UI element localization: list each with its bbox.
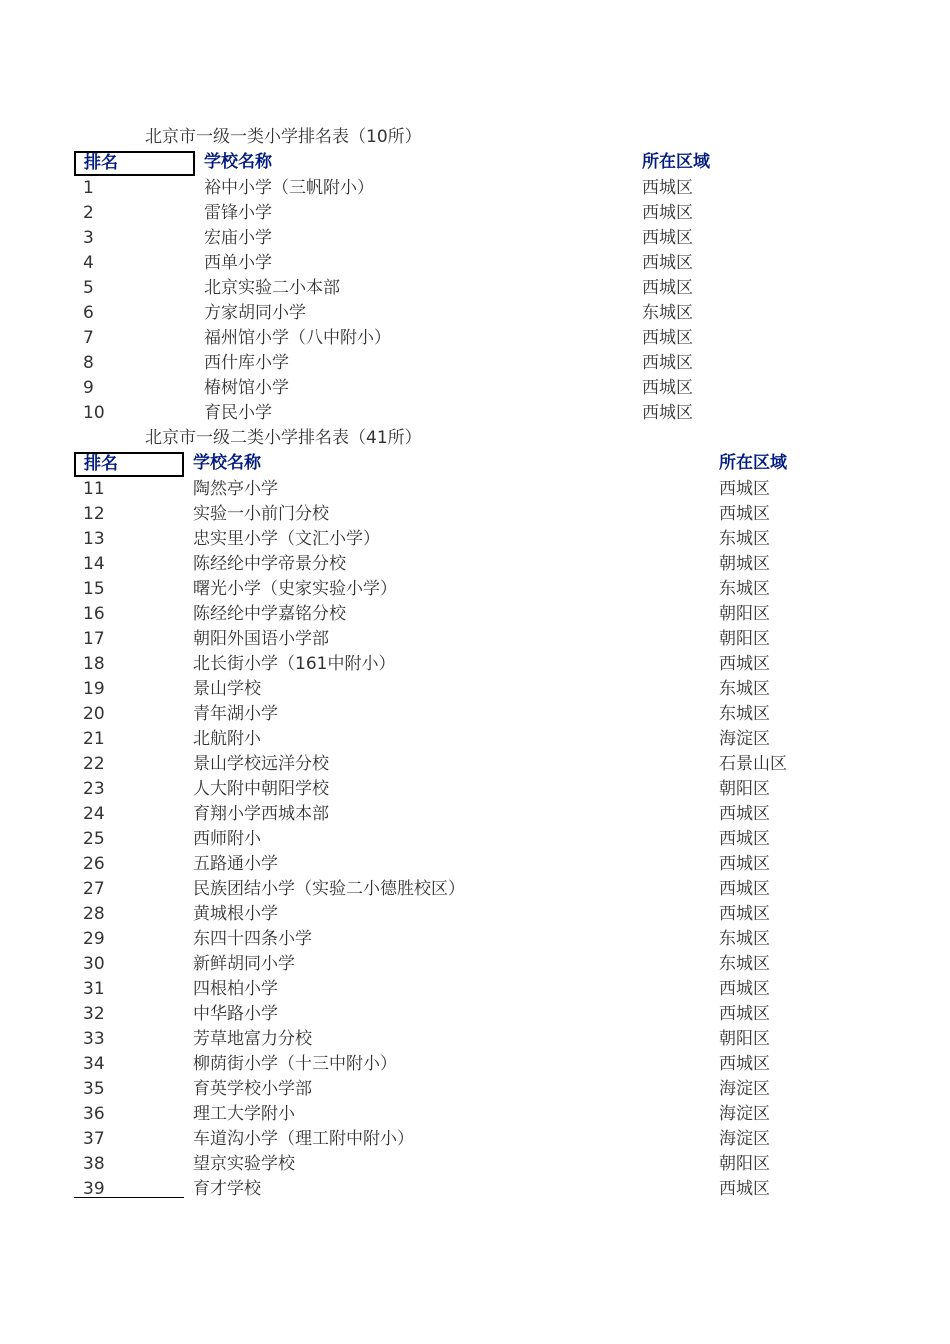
school-name-cell: 人大附中朝阳学校 [193, 779, 329, 799]
rank-cell: 28 [83, 904, 105, 924]
region-cell: 朝城区 [719, 554, 770, 574]
school-name-cell: 青年湖小学 [193, 704, 278, 724]
region-cell: 西城区 [719, 479, 770, 499]
rank-cell: 10 [83, 403, 105, 423]
rank-cell: 27 [83, 879, 105, 899]
region-cell: 朝阳区 [719, 779, 770, 799]
rank-cell: 4 [83, 253, 94, 273]
table-row [0, 527, 950, 552]
school-name-cell: 柳荫街小学（十三中附小） [193, 1054, 397, 1074]
region-cell: 西城区 [642, 403, 693, 423]
school-name-cell: 理工大学附小 [193, 1104, 295, 1124]
school-name-cell: 景山学校 [193, 679, 261, 699]
table-row [0, 777, 950, 802]
school-name-cell: 西单小学 [204, 253, 272, 273]
region-cell: 西城区 [719, 654, 770, 674]
rank-cell: 24 [83, 804, 105, 824]
region-cell: 西城区 [719, 854, 770, 874]
table-row [0, 627, 950, 652]
rank-cell: 22 [83, 754, 105, 774]
table-row [0, 977, 950, 1002]
table-row [0, 477, 950, 502]
school-name-cell: 方家胡同小学 [204, 303, 306, 323]
table-row [0, 727, 950, 752]
table-row [0, 1077, 950, 1102]
school-name-cell: 芳草地富力分校 [193, 1029, 312, 1049]
school-name-cell: 忠实里小学（文汇小学） [193, 529, 380, 549]
region-cell: 西城区 [642, 228, 693, 248]
rank-cell: 30 [83, 954, 105, 974]
table-row [0, 802, 950, 827]
region-cell: 西城区 [719, 1004, 770, 1024]
region-cell: 朝阳区 [719, 604, 770, 624]
table-row [0, 1152, 950, 1177]
table-row [0, 301, 950, 326]
school-name-cell: 黄城根小学 [193, 904, 278, 924]
region-cell: 石景山区 [719, 754, 787, 774]
school-name-cell: 朝阳外国语小学部 [193, 629, 329, 649]
table-row [0, 1102, 950, 1127]
school-name-cell: 育民小学 [204, 403, 272, 423]
rank-cell: 19 [83, 679, 105, 699]
rank-cell: 25 [83, 829, 105, 849]
table-row [0, 1127, 950, 1152]
region-cell: 朝阳区 [719, 629, 770, 649]
table-row [0, 827, 950, 852]
school-name-cell: 新鲜胡同小学 [193, 954, 295, 974]
table-row [0, 1177, 950, 1202]
school-name-cell: 陈经纶中学嘉铭分校 [193, 604, 346, 624]
school-name-cell: 车道沟小学（理工附中附小） [193, 1129, 414, 1149]
table-row [0, 1052, 950, 1077]
school-name-cell: 实验一小前门分校 [193, 504, 329, 524]
region-cell: 东城区 [719, 704, 770, 724]
rank-cell: 36 [83, 1104, 105, 1124]
rank-cell: 17 [83, 629, 105, 649]
section2-header-name: 学校名称 [193, 453, 261, 473]
school-name-cell: 景山学校远洋分校 [193, 754, 329, 774]
table-row [0, 376, 950, 401]
region-cell: 西城区 [719, 804, 770, 824]
school-name-cell: 宏庙小学 [204, 228, 272, 248]
region-cell: 西城区 [719, 979, 770, 999]
region-cell: 西城区 [642, 378, 693, 398]
table-row [0, 952, 950, 977]
rank-cell: 20 [83, 704, 105, 724]
table-row [0, 176, 950, 201]
rank-cell: 8 [83, 353, 94, 373]
school-name-cell: 中华路小学 [193, 1004, 278, 1024]
table-row [0, 401, 950, 426]
rank-cell: 34 [83, 1054, 105, 1074]
rank-cell: 11 [83, 479, 105, 499]
rank-cell: 7 [83, 328, 94, 348]
table-row [0, 902, 950, 927]
school-name-cell: 民族团结小学（实验二小德胜校区） [193, 879, 465, 899]
table-row [0, 652, 950, 677]
table-row [0, 877, 950, 902]
region-cell: 东城区 [719, 529, 770, 549]
table-row [0, 602, 950, 627]
rank-cell: 5 [83, 278, 94, 298]
table-row [0, 326, 950, 351]
rank-cell: 15 [83, 579, 105, 599]
table-row [0, 852, 950, 877]
rank-cell: 31 [83, 979, 105, 999]
rank-cell: 3 [83, 228, 94, 248]
region-cell: 东城区 [719, 954, 770, 974]
school-name-cell: 育翔小学西城本部 [193, 804, 329, 824]
school-name-cell: 北京实验二小本部 [204, 278, 340, 298]
region-cell: 西城区 [642, 278, 693, 298]
rank-cell: 16 [83, 604, 105, 624]
school-name-cell: 曙光小学（史家实验小学） [193, 579, 397, 599]
school-name-cell: 五路通小学 [193, 854, 278, 874]
rank-cell: 35 [83, 1079, 105, 1099]
section2-table [0, 477, 950, 1202]
rank-cell: 26 [83, 854, 105, 874]
rank-cell: 9 [83, 378, 94, 398]
rank-cell: 29 [83, 929, 105, 949]
school-name-cell: 裕中小学（三帆附小） [204, 178, 374, 198]
region-cell: 东城区 [719, 929, 770, 949]
rank-cell: 37 [83, 1129, 105, 1149]
rank-cell: 13 [83, 529, 105, 549]
school-name-cell: 北航附小 [193, 729, 261, 749]
region-cell: 东城区 [719, 679, 770, 699]
school-name-cell: 福州馆小学（八中附小） [204, 328, 391, 348]
rank-cell: 1 [83, 178, 94, 198]
table-row [0, 1027, 950, 1052]
section1-table [0, 176, 950, 426]
school-name-cell: 西师附小 [193, 829, 261, 849]
rank-cell: 38 [83, 1154, 105, 1174]
table-row [0, 201, 950, 226]
rank-cell: 14 [83, 554, 105, 574]
school-name-cell: 育英学校小学部 [193, 1079, 312, 1099]
school-name-cell: 北长街小学（161中附小） [193, 654, 396, 674]
region-cell: 西城区 [719, 504, 770, 524]
rank-cell: 6 [83, 303, 94, 323]
section2-title: 北京市一级二类小学排名表（41所） [145, 428, 422, 448]
region-cell: 海淀区 [719, 1104, 770, 1124]
rank-cell: 12 [83, 504, 105, 524]
table-row [0, 552, 950, 577]
school-name-cell: 雷锋小学 [204, 203, 272, 223]
rank-cell: 39 [83, 1179, 105, 1199]
table-row [0, 276, 950, 301]
school-name-cell: 育才学校 [193, 1179, 261, 1199]
region-cell: 西城区 [719, 829, 770, 849]
region-cell: 西城区 [642, 328, 693, 348]
table-row [0, 577, 950, 602]
school-name-cell: 椿树馆小学 [204, 378, 289, 398]
section1-header-region: 所在区域 [642, 152, 710, 172]
table-row [0, 251, 950, 276]
rank-cell: 32 [83, 1004, 105, 1024]
table-row [0, 351, 950, 376]
region-cell: 海淀区 [719, 1129, 770, 1149]
school-name-cell: 陈经纶中学帝景分校 [193, 554, 346, 574]
region-cell: 朝阳区 [719, 1029, 770, 1049]
section2-header-rank: 排名 [74, 452, 184, 477]
rank-cell: 2 [83, 203, 94, 223]
region-cell: 东城区 [642, 303, 693, 323]
table-bottom-border [74, 1197, 184, 1198]
table-row [0, 502, 950, 527]
section2-header-region: 所在区域 [719, 453, 787, 473]
rank-cell: 18 [83, 654, 105, 674]
section1-title: 北京市一级一类小学排名表（10所） [145, 127, 422, 147]
region-cell: 西城区 [719, 1179, 770, 1199]
region-cell: 西城区 [642, 253, 693, 273]
region-cell: 西城区 [642, 353, 693, 373]
rank-cell: 23 [83, 779, 105, 799]
table-row [0, 677, 950, 702]
section1-header-name: 学校名称 [204, 152, 272, 172]
rank-cell: 33 [83, 1029, 105, 1049]
region-cell: 西城区 [719, 1054, 770, 1074]
table-row [0, 1002, 950, 1027]
region-cell: 东城区 [719, 579, 770, 599]
school-name-cell: 东四十四条小学 [193, 929, 312, 949]
rank-cell: 21 [83, 729, 105, 749]
table-row [0, 226, 950, 251]
section1-header-rank: 排名 [74, 151, 195, 176]
region-cell: 海淀区 [719, 729, 770, 749]
school-name-cell: 四根柏小学 [193, 979, 278, 999]
school-name-cell: 陶然亭小学 [193, 479, 278, 499]
school-name-cell: 望京实验学校 [193, 1154, 295, 1174]
table-row [0, 752, 950, 777]
region-cell: 西城区 [642, 178, 693, 198]
region-cell: 海淀区 [719, 1079, 770, 1099]
region-cell: 西城区 [642, 203, 693, 223]
table-row [0, 702, 950, 727]
region-cell: 西城区 [719, 879, 770, 899]
region-cell: 西城区 [719, 904, 770, 924]
school-name-cell: 西什库小学 [204, 353, 289, 373]
region-cell: 朝阳区 [719, 1154, 770, 1174]
table-row [0, 927, 950, 952]
